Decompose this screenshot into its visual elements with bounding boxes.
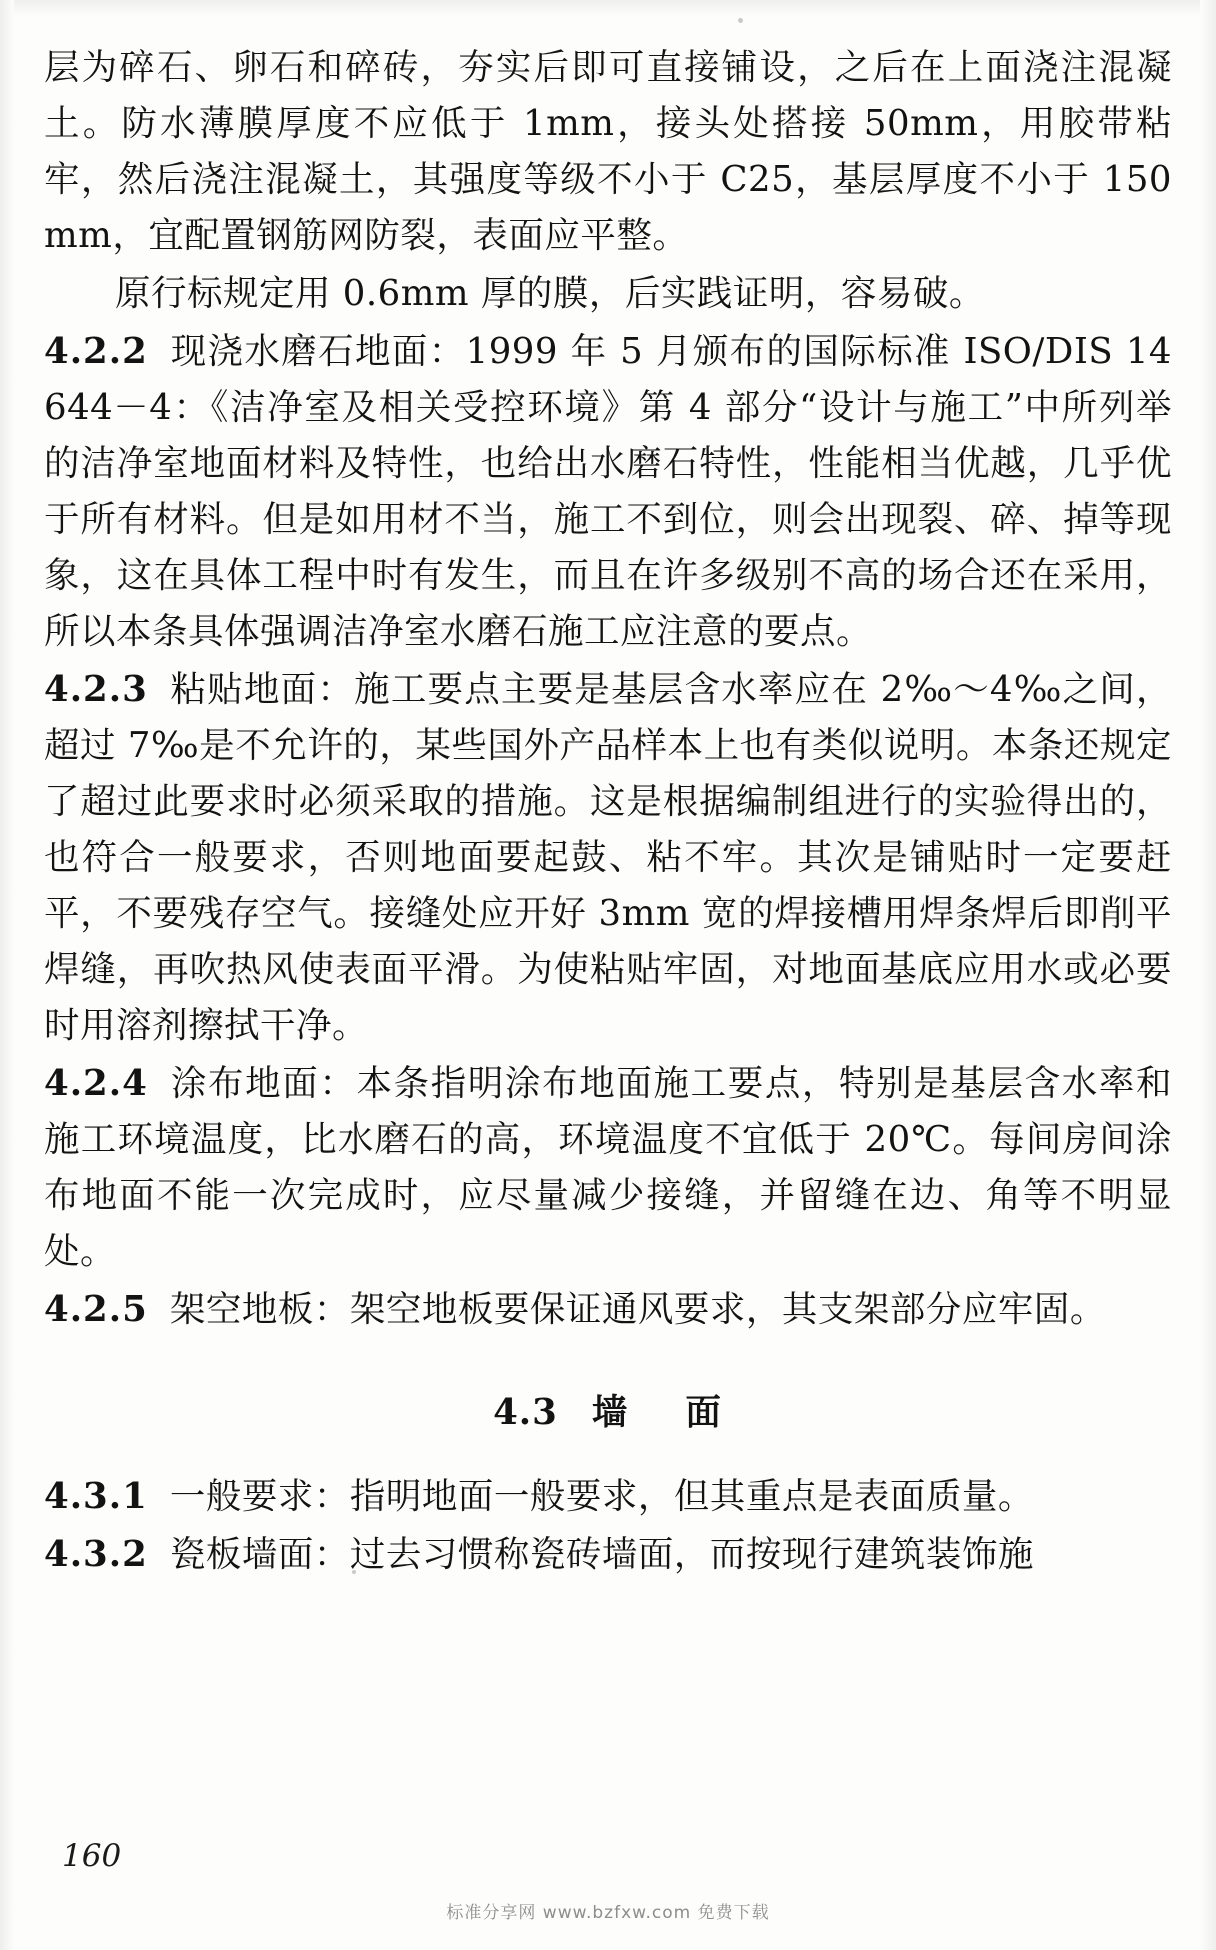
clause-number-4-2-3: 4.2.3 xyxy=(44,669,148,710)
page-edge-shadow-left xyxy=(0,0,14,1950)
clause-4-3-2 xyxy=(44,1527,1172,1583)
page-edge-shadow-top xyxy=(0,0,1216,16)
clause-text-4-2-5: 架空地板：架空地板要保证通风要求，其支架部分应牢固。 xyxy=(169,1289,1106,1330)
clause-number-4-3-2: 4.3.2 xyxy=(44,1534,148,1575)
page-body xyxy=(44,40,1172,1585)
clause-text-4-2-4: 涂布地面：本条指明涂布地面施工要点，特别是基层含水率和施工环境温度，比水磨石的高，环境温度不宜低于 20℃。每间房间涂布地面不能一次完成时，应尽量减少接缝，并留缝在边、角等不明显处。 xyxy=(44,1063,1172,1272)
clause-4-2-4 xyxy=(44,1056,1172,1280)
clause-4-2-5 xyxy=(44,1282,1172,1338)
paragraph-continued-1: 层为碎石、卵石和碎砖，夯实后即可直接铺设，之后在上面浇注混凝土。防水薄膜厚度不应低于 1mm，接头处搭接 50mm，用胶带粘牢，然后浇注混凝土，其强度等级不小于 C25，基层厚度不小于 150mm，宜配置钢筋网防裂，表面应平整。 xyxy=(44,47,1172,256)
clause-4-3-1 xyxy=(44,1469,1172,1525)
section-title-char-1: 墙 xyxy=(591,1392,630,1433)
clause-text-4-3-2: 瓷板墙面：过去习惯称瓷砖墙面，而按现行建筑装饰施 xyxy=(169,1534,1034,1575)
section-title-char-2: 面 xyxy=(685,1392,723,1433)
paragraph-continued-2: 原行标规定用 0.6mm 厚的膜，后实践证明，容易破。 xyxy=(115,273,985,314)
clause-number-4-2-4: 4.2.4 xyxy=(44,1063,148,1104)
clause-number-4-3-1: 4.3.1 xyxy=(44,1476,148,1517)
clause-4-2-3 xyxy=(44,662,1172,1054)
section-heading-4-3 xyxy=(44,1384,1172,1435)
clause-text-4-2-3: 粘贴地面：施工要点主要是基层含水率应在 2‰～4‰之间，超过 7‰是不允许的，某些国外产品样本上也有类似说明。本条还规定了超过此要求时必须采取的措施。这是根据编制组进行的实验得出的，也符合一般要求，否则地面要起鼓、粘不牢。其次是铺贴时一定要赶平，不要残存空气。接缝处应开好 3mm 宽的焊接槽用焊条焊后即削平焊缝，再吹热风使表面平滑。为使粘贴牢固，对地面基底应用水或必要时用溶剂擦拭干净。 xyxy=(44,669,1172,1046)
section-number: 4.3 xyxy=(493,1392,558,1433)
page-edge-shadow-right xyxy=(1200,0,1216,1950)
clause-text-4-2-2: 现浇水磨石地面：1999 年 5 月颁布的国际标准 ISO/DIS 14644－4：《洁净室及相关受控环境》第 4 部分“设计与施工”中所列举的洁净室地面材料及特性，也给出水磨石特性，性能相当优越，几乎优于所有材料。但是如用材不当，施工不到位，则会出现裂、碎、掉等现象，这在具体工程中时有发生，而且在许多级别不高的场合还在采用，所以本条具体强调洁净室水磨石施工应注意的要点。 xyxy=(44,331,1172,652)
clause-number-4-2-5: 4.2.5 xyxy=(44,1289,148,1330)
clause-4-2-2 xyxy=(44,324,1172,660)
clause-text-4-3-1: 一般要求：指明地面一般要求，但其重点是表面质量。 xyxy=(169,1476,1034,1517)
page-number: 160 xyxy=(62,1838,122,1874)
footer-watermark: 标准分享网 www.bzfxw.com 免费下载 xyxy=(446,1903,770,1923)
clause-number-4-2-2: 4.2.2 xyxy=(44,331,148,372)
paper-speck xyxy=(738,18,743,23)
